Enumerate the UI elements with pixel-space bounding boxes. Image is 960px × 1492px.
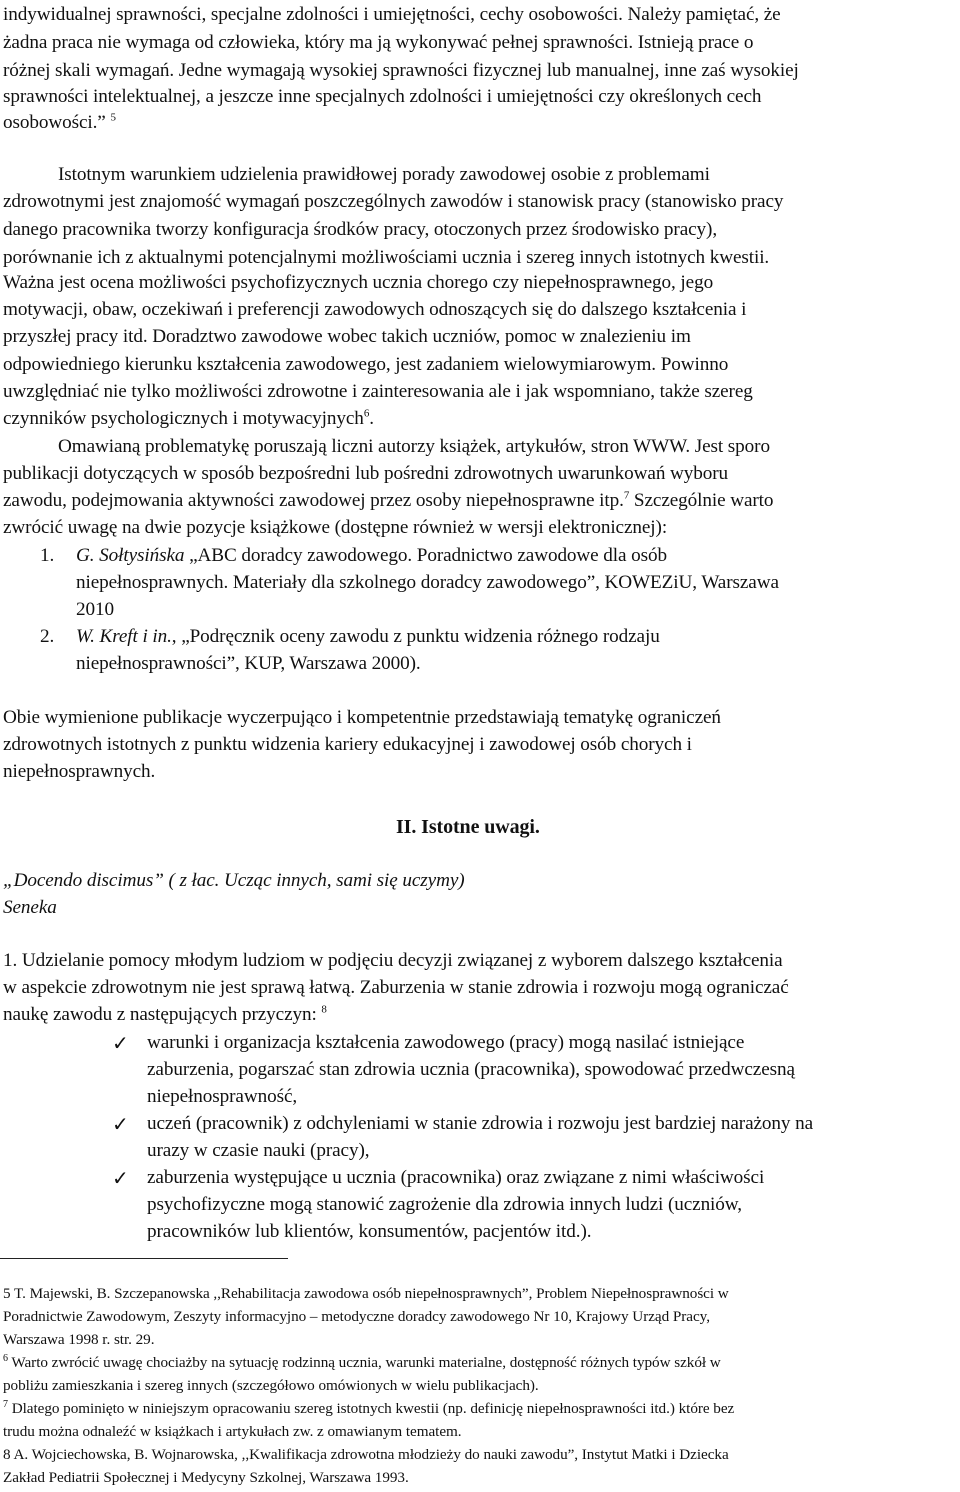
- bullet-line: psychofizyczne mogą stanowić zagrożenie dla zdrowia innych ludzi (uczniów,: [147, 1194, 742, 1215]
- paragraph-line: 1. Udzielanie pomocy młodym ludziom w podjęciu decyzji związanej z wyborem dalszego kształcenia: [3, 950, 783, 971]
- checkmark-icon: ✓: [112, 1166, 129, 1190]
- paragraph-text: naukę zawodu z następujących przyczyn:: [3, 1004, 322, 1025]
- footnote-ref: 6: [363, 407, 370, 420]
- paragraph-line: sprawności intelektualnej, a jeszcze inne specjalnych zdolności i umiejętności czy określonych cech: [3, 86, 762, 107]
- footnote-ref: 5: [110, 111, 116, 124]
- paragraph-line: zdrowotnych istotnych z punktu widzenia kariery edukacyjnej i zawodowej osób chorych i: [3, 734, 692, 755]
- paragraph-text: czynników psychologicznych i motywacyjnych: [3, 408, 364, 429]
- footnote-number: 6: [3, 1352, 8, 1364]
- footnote: [3, 1284, 729, 1304]
- paragraph-line: Istotnym warunkiem udzielenia prawidłowej porady zawodowej osobie z problemami: [58, 164, 710, 185]
- footnote: [3, 1353, 721, 1373]
- paragraph-line: Obie wymienione publikacje wyczerpująco i kompetentnie przedstawiają tematykę ograniczeń: [3, 707, 721, 728]
- footnote-line: Zakład Pediatrii Społecznej i Medycyny Szkolnej, Warszawa 1993.: [3, 1469, 409, 1486]
- footnote: [3, 1399, 734, 1419]
- section-heading: II. Istotne uwagi.: [396, 816, 540, 838]
- motto-quote: „Docendo discimus” ( z łac. Ucząc innych, sami się uczymy): [3, 870, 465, 891]
- paragraph-text: osobowości.”: [3, 112, 106, 133]
- paragraph-line: niepełnosprawnych.: [3, 761, 156, 782]
- paragraph-text: .: [369, 408, 374, 429]
- footnote-text: T. Majewski, B. Szczepanowska ,,Rehabilitacja zawodowa osób niepełnosprawnych”, Problem Niepełnosprawności w: [10, 1285, 729, 1302]
- list-number: 1.: [40, 545, 55, 566]
- list-text: „ABC doradcy zawodowego. Poradnictwo zawodowe dla osób: [184, 545, 667, 566]
- paragraph-line: Ważna jest ocena możliwości psychofizycznych ucznia chorego czy niepełnosprawnego, jego: [3, 272, 714, 293]
- paragraph-text: Szczególnie warto: [629, 490, 774, 511]
- paragraph-line: uwzględniać nie tylko możliwości zdrowotne i zainteresowania ale i jak wspomniano, także szereg: [3, 381, 753, 402]
- bullet-line: zaburzenia występujące u ucznia (pracownika) oraz związane z nimi właściwości: [147, 1167, 765, 1188]
- paragraph-line: Omawianą problematykę poruszają liczni autorzy książek, artykułów, stron WWW. Jest sporo: [58, 436, 770, 457]
- footnote-number: 5: [3, 1285, 11, 1302]
- footnote: [3, 1445, 729, 1465]
- list-item-line: 2010: [76, 599, 114, 620]
- paragraph-line: porównanie ich z aktualnymi potencjalnymi możliwościami ucznia i szereg innych istotnych kwestii.: [3, 247, 770, 268]
- paragraph-line: publikacji dotyczących w sposób bezpośredni lub pośredni zdrowotnych uwarunkowań wyboru: [3, 463, 729, 484]
- paragraph-line: w aspekcie zdrowotnym nie jest sprawą łatwą. Zaburzenia w stanie zdrowia i rozwoju mogą ograniczać: [3, 977, 789, 998]
- paragraph-line: [3, 110, 116, 136]
- list-item-line: niepełnosprawności”, KUP, Warszawa 2000).: [76, 653, 421, 674]
- footnote-number: 8: [3, 1446, 11, 1463]
- list-item-line: niepełnosprawnych. Materiały dla szkolnego doradcy zawodowego”, KOWEZiU, Warszawa: [76, 572, 779, 593]
- paragraph-line: różnej skali wymagań. Jedne wymagają wysokiej sprawności fizycznej lub manualnej, inne zaś wysokiej: [3, 60, 799, 81]
- list-item: [76, 543, 667, 569]
- footnote-line: Poradnictwie Zawodowym, Zeszyty informacyjno – metodyczne doradcy zawodowego Nr 10, Krajowy Urząd Pracy,: [3, 1308, 710, 1325]
- checkmark-icon: ✓: [112, 1112, 129, 1136]
- footnote-line: trudu można odnaleźć w książkach i artykułach zw. z omawianym tematem.: [3, 1423, 462, 1440]
- bullet-line: urazy w czasie nauki (pracy),: [147, 1140, 370, 1161]
- list-author: W. Kreft i in.: [76, 626, 172, 647]
- paragraph-line: motywacji, obaw, oczekiwań i preferencji zawodowych odnoszących się do dalszego kształcenia i: [3, 299, 747, 320]
- checkmark-icon: ✓: [112, 1031, 129, 1055]
- footnote-text: Dlatego pominięto w niniejszym opracowaniu szereg istotnych kwestii (np. definicję niepełnosprawności itd.) które bez: [7, 1400, 735, 1417]
- bullet-line: zaburzenia, pogarszać stan zdrowia ucznia (pracownika), spowodować przedwczesną: [147, 1059, 795, 1080]
- paragraph-line: zwrócić uwagę na dwie pozycje książkowe (dostępne również w wersji elektronicznej):: [3, 517, 668, 538]
- paragraph-line: zdrowotnymi jest znajomość wymagań poszczególnych zawodów i stanowisk pracy (stanowisko pracy: [3, 191, 784, 212]
- paragraph-line: [3, 406, 374, 432]
- footnote-ref: 8: [321, 1003, 327, 1016]
- footnote-ref: 7: [623, 489, 630, 502]
- paragraph-line: odpowiedniego kierunku kształcenia zawodowego, jest zadaniem wielowymiarowym. Powinno: [3, 354, 729, 375]
- footnote-line: Warszawa 1998 r. str. 29.: [3, 1331, 155, 1348]
- paragraph-line: przyszłej pracy itd. Doradztwo zawodowe wobec takich uczniów, pomoc w znalezieniu im: [3, 326, 691, 347]
- paragraph-line: [3, 488, 773, 514]
- paragraph-line: indywidualnej sprawności, specjalne zdolności i umiejętności, cechy osobowości. Należy pamiętać, że: [3, 4, 781, 25]
- footnote-line: pobliżu zamieszkania i szereg innych (szczegółowo omówionych w wielu publikacjach).: [3, 1377, 539, 1394]
- bullet-line: pracowników lub klientów, konsumentów, pacjentów itd.).: [147, 1221, 592, 1242]
- bullet-line: warunki i organizacja kształcenia zawodowego (pracy) mogą nasilać istniejące: [147, 1032, 745, 1053]
- paragraph-line: danego pracownika tworzy konfiguracja środków pracy, otoczonych przez środowisko pracy),: [3, 219, 718, 240]
- list-item: [76, 624, 660, 650]
- footnote-text: Warto zwrócić uwagę chociażby na sytuację rodzinną ucznia, warunki materialne, dostępność różnych typów szkół w: [7, 1354, 721, 1371]
- motto-author: Seneka: [3, 897, 57, 918]
- list-author: G. Sołtysińska: [76, 545, 185, 566]
- footnote-number: 7: [3, 1398, 8, 1410]
- footnote-text: A. Wojciechowska, B. Wojnarowska, ,,Kwalifikacja zdrowotna młodzieży do nauki zawodu”, Instytut Matki i Dziecka: [10, 1446, 729, 1463]
- bullet-line: uczeń (pracownik) z odchyleniami w stanie zdrowia i rozwoju jest bardziej narażony na: [147, 1113, 813, 1134]
- paragraph-line: [3, 1002, 327, 1028]
- list-text: , „Podręcznik oceny zawodu z punktu widzenia różnego rodzaju: [171, 626, 660, 647]
- list-number: 2.: [40, 626, 55, 647]
- footnote-separator: [0, 1258, 288, 1259]
- bullet-line: niepełnosprawność,: [147, 1086, 298, 1107]
- paragraph-text: zawodu, podejmowania aktywności zawodowej przez osoby niepełnosprawne itp.: [3, 490, 624, 511]
- paragraph-line: żadna praca nie wymaga od człowieka, który ma ją wykonywać pełnej sprawności. Istnieją prace o: [3, 32, 754, 53]
